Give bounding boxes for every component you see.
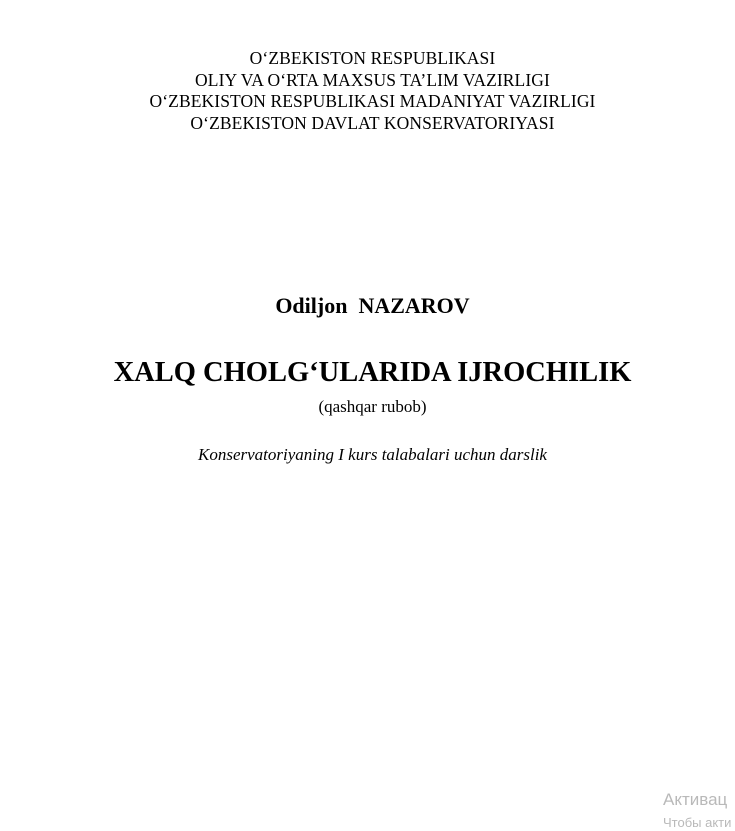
document-subtitle: (qashqar rubob): [318, 397, 427, 416]
activation-watermark-line-1: Активац: [663, 790, 728, 809]
header-line-ministry-culture: O‘ZBEKISTON RESPUBLIKASI MADANIYAT VAZIRLIGI: [149, 91, 596, 111]
header-line-ministry-education: OLIY VA O‘RTA MAXSUS TA’LIM VAZIRLIGI: [195, 69, 550, 90]
institution-header: [0, 48, 735, 134]
document-title: XALQ CHOLG‘ULARIDA IJROCHILIK: [113, 357, 632, 388]
activation-watermark-line-2: Чтобы акти: [663, 815, 732, 830]
author-name: Odiljon NAZAROV: [275, 293, 470, 318]
header-line-conservatory: O‘ZBEKISTON DAVLAT KONSERVATORIYASI: [190, 112, 555, 133]
header-line-republic: O‘ZBEKISTON RESPUBLIKASI: [249, 48, 496, 68]
windows-activation-watermark: [663, 790, 735, 831]
document-purpose: Konservatoriyaning I kurs talabalari uchun darslik: [198, 445, 547, 464]
